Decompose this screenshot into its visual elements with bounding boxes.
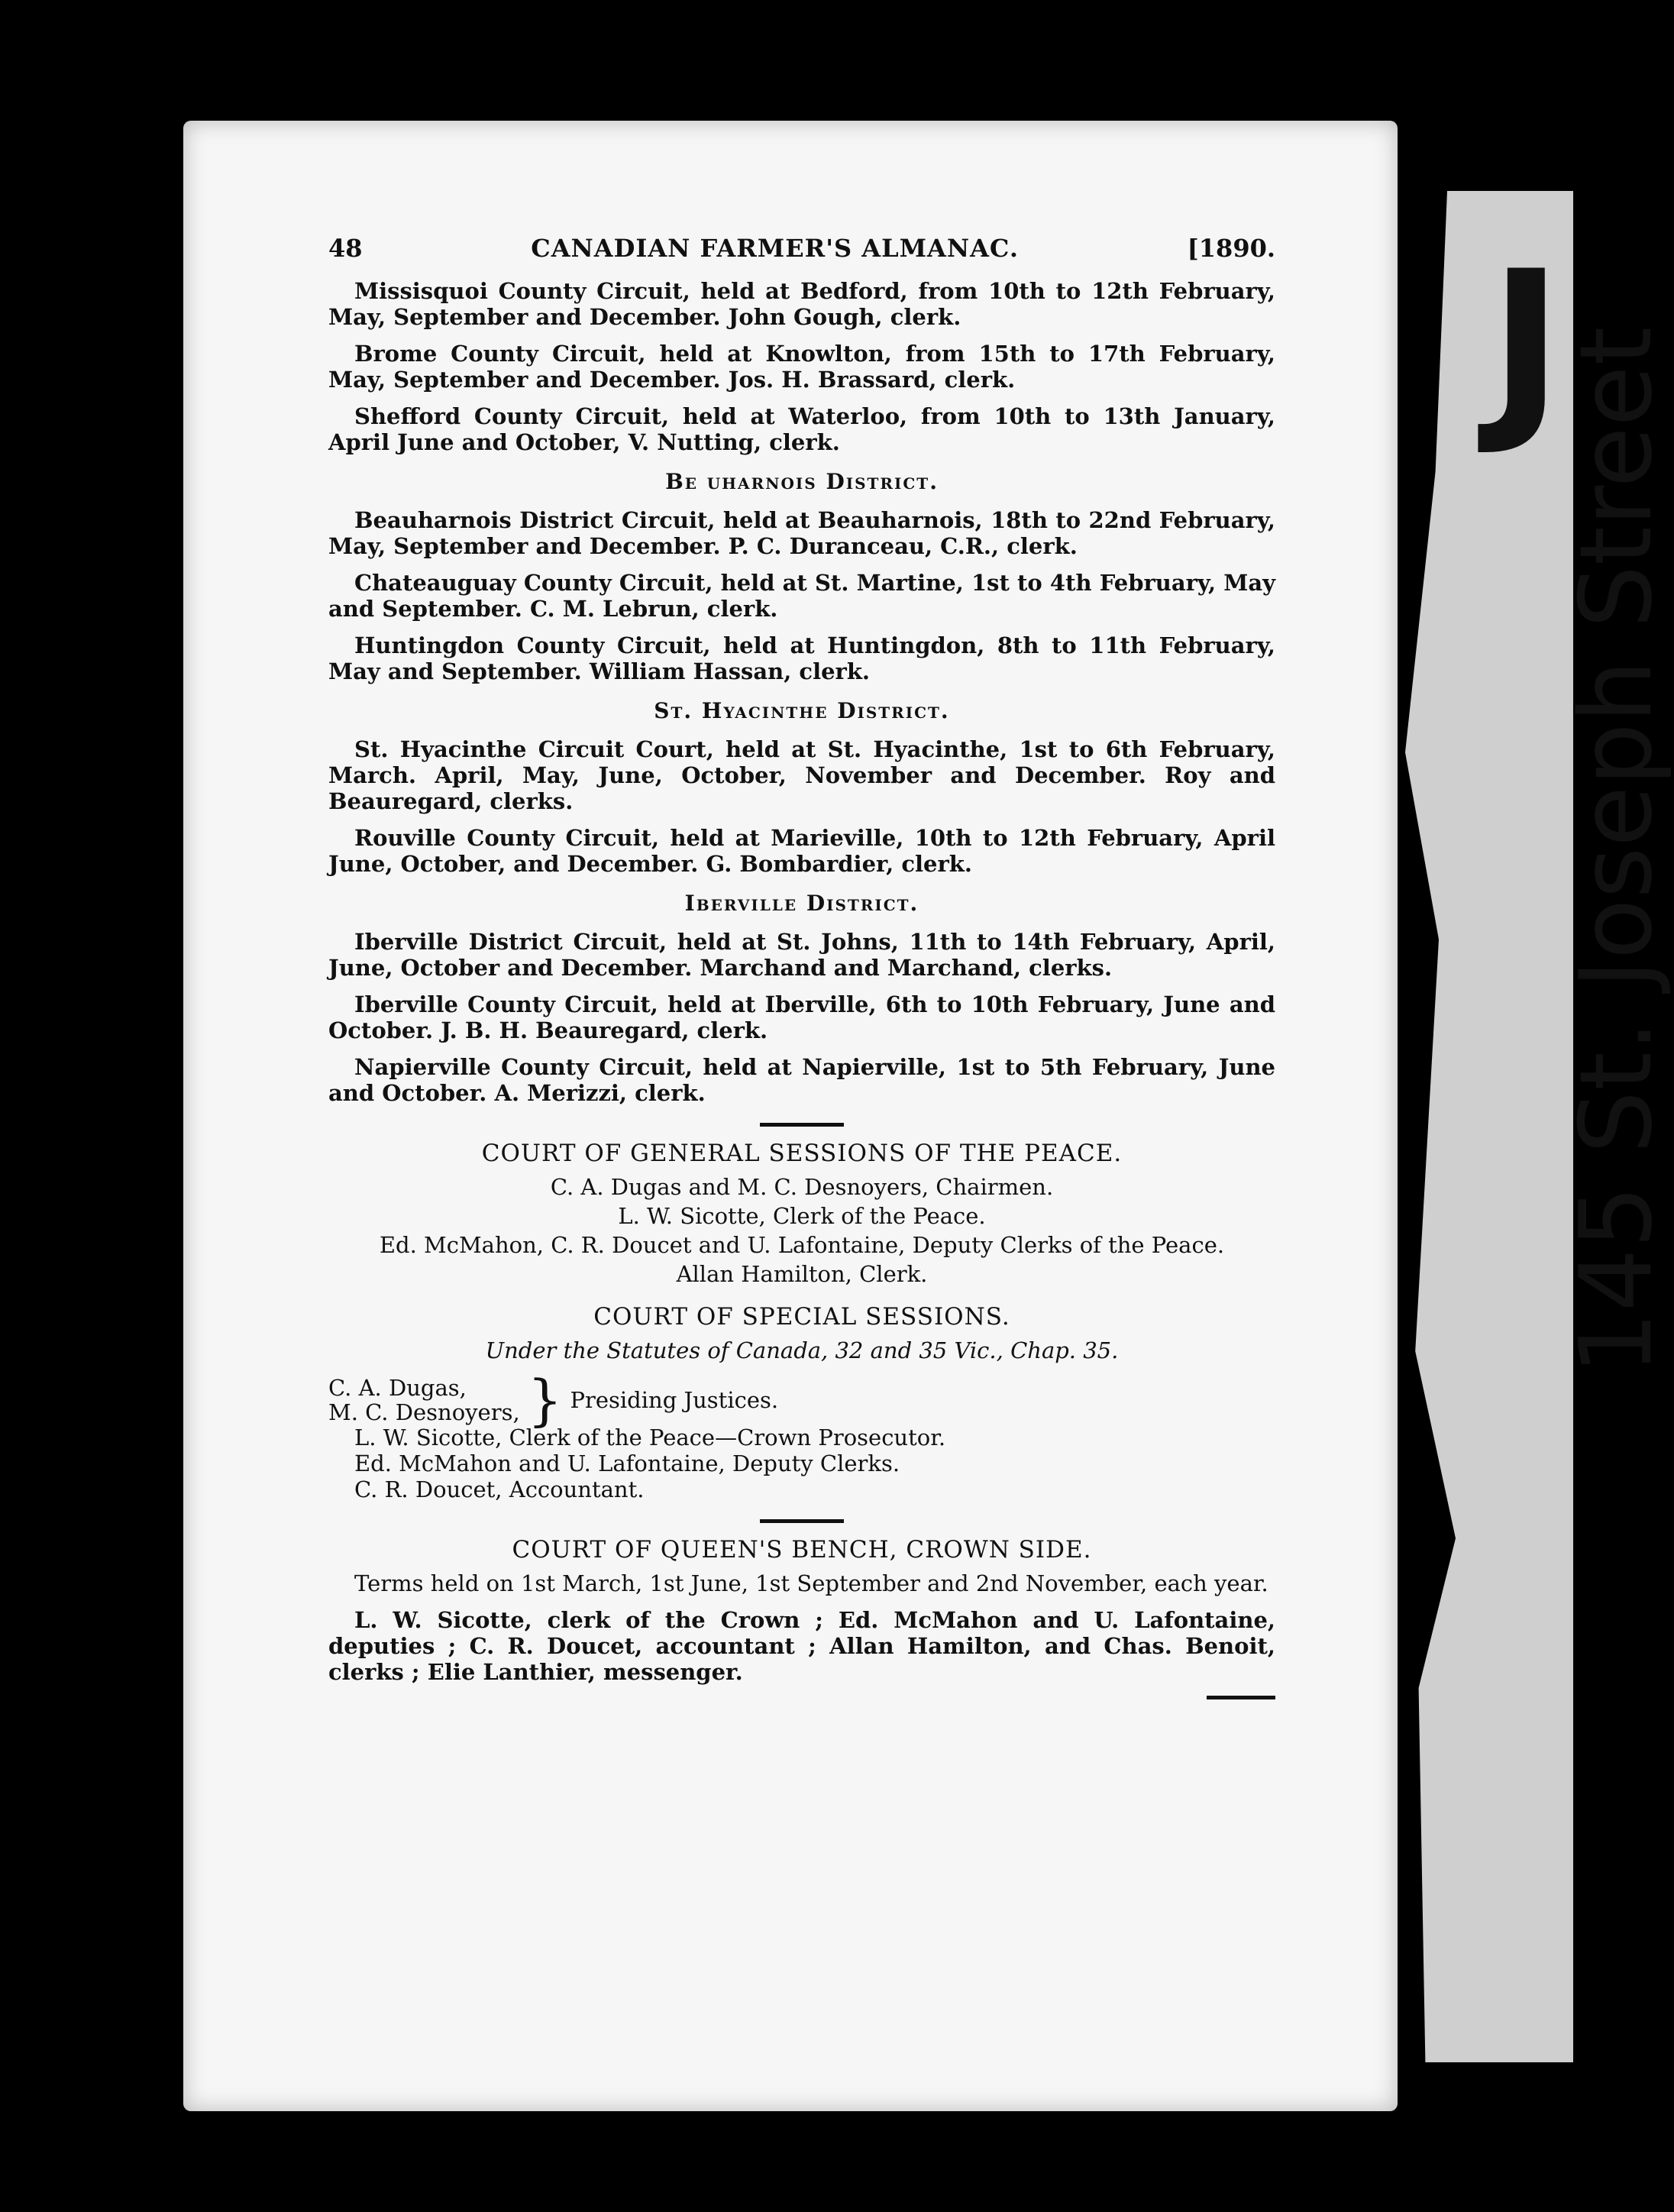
- justice-role: Presiding Justices.: [570, 1387, 779, 1413]
- scrap-street-text: 145 St. Joseph Street: [1558, 326, 1674, 1375]
- paragraph: Huntingdon County Circuit, held at Huntingdon, 8th to 11th February, May and September. William Hassan, clerk.: [328, 632, 1275, 684]
- text-line: Ed. McMahon and U. Lafontaine, Deputy Clerks.: [354, 1450, 900, 1476]
- section-heading: COURT OF GENERAL SESSIONS OF THE PEACE.: [481, 1140, 1123, 1167]
- district-heading: Iberville District.: [684, 891, 919, 916]
- end-rule: [1207, 1696, 1275, 1699]
- year: [1890.: [1187, 234, 1275, 263]
- paragraph: Missisquoi County Circuit, held at Bedford, from 10th to 12th February, May, September and December. John Gough, clerk.: [328, 278, 1275, 330]
- presiding-justices: [328, 1368, 1275, 1432]
- justice-name: M. C. Desnoyers,: [328, 1399, 520, 1425]
- section-heading: COURT OF SPECIAL SESSIONS.: [593, 1303, 1010, 1331]
- district-heading: Be uharnois District.: [665, 469, 939, 494]
- paragraph: Iberville District Circuit, held at St. Johns, 11th to 14th February, April, June, October and December. Marchand and Marchand, clerks.: [328, 929, 1275, 981]
- paragraph: St. Hyacinthe Circuit Court, held at St. Hyacinthe, 1st to 6th February, March. April, May, June, October, November and December. Roy and Beauregard, clerks.: [328, 736, 1275, 814]
- paragraph: Napierville County Circuit, held at Napierville, 1st to 5th February, June and October. A. Merizzi, clerk.: [328, 1054, 1275, 1106]
- justice-name: C. A. Dugas,: [328, 1375, 467, 1401]
- page-number: 48: [328, 234, 363, 263]
- text-line: L. W. Sicotte, Clerk of the Peace—Crown Prosecutor.: [354, 1425, 946, 1450]
- section-rule: [760, 1123, 844, 1127]
- text-line: C. R. Doucet, Accountant.: [354, 1476, 645, 1502]
- paragraph: Beauharnois District Circuit, held at Beauharnois, 18th to 22nd February, May, September and December. P. C. Duranceau, C.R., clerk.: [328, 507, 1275, 559]
- paragraph: L. W. Sicotte, clerk of the Crown ; Ed. McMahon and U. Lafontaine, deputies ; C. R. Doucet, accountant ; Allan Hamilton, and Chas. Benoit, clerks ; Elie Lanthier, messenger.: [328, 1607, 1275, 1685]
- paragraph: Chateauguay County Circuit, held at St. Martine, 1st to 4th February, May and September. C. M. Lebrun, clerk.: [328, 570, 1275, 622]
- text-line: Ed. McMahon, C. R. Doucet and U. Lafontaine, Deputy Clerks of the Peace.: [379, 1232, 1225, 1258]
- paragraph: Brome County Circuit, held at Knowlton, from 15th to 17th February, May, September and December. Jos. H. Brassard, clerk.: [328, 341, 1275, 393]
- text-line: L. W. Sicotte, Clerk of the Peace.: [618, 1203, 986, 1229]
- almanac-page: [183, 121, 1398, 2111]
- paragraph: Shefford County Circuit, held at Waterloo, from 10th to 13th January, April June and October, V. Nutting, clerk.: [328, 403, 1275, 455]
- section-rule: [760, 1519, 844, 1523]
- brace: }: [527, 1368, 563, 1432]
- statute-subtitle: Under the Statutes of Canada, 32 and 35 Vic., Chap. 35.: [485, 1337, 1119, 1363]
- page-content: [328, 235, 1275, 1699]
- running-head: [328, 235, 1275, 261]
- district-heading: St. Hyacinthe District.: [654, 698, 950, 723]
- scrap-letter: J: [1489, 229, 1563, 460]
- text-line: Allan Hamilton, Clerk.: [676, 1261, 928, 1287]
- torn-scrap: [1405, 191, 1573, 2062]
- paragraph: Terms held on 1st March, 1st June, 1st September and 2nd November, each year.: [354, 1570, 1268, 1596]
- paragraph: Rouville County Circuit, held at Marieville, 10th to 12th February, April June, October, and December. G. Bombardier, clerk.: [328, 825, 1275, 877]
- paragraph: Iberville County Circuit, held at Iberville, 6th to 10th February, June and October. J. B. H. Beauregard, clerk.: [328, 991, 1275, 1043]
- section-heading: COURT OF QUEEN'S BENCH, CROWN SIDE.: [512, 1536, 1092, 1564]
- text-line: C. A. Dugas and M. C. Desnoyers, Chairmen.: [550, 1174, 1054, 1200]
- page-title: CANADIAN FARMER'S ALMANAC.: [531, 234, 1019, 263]
